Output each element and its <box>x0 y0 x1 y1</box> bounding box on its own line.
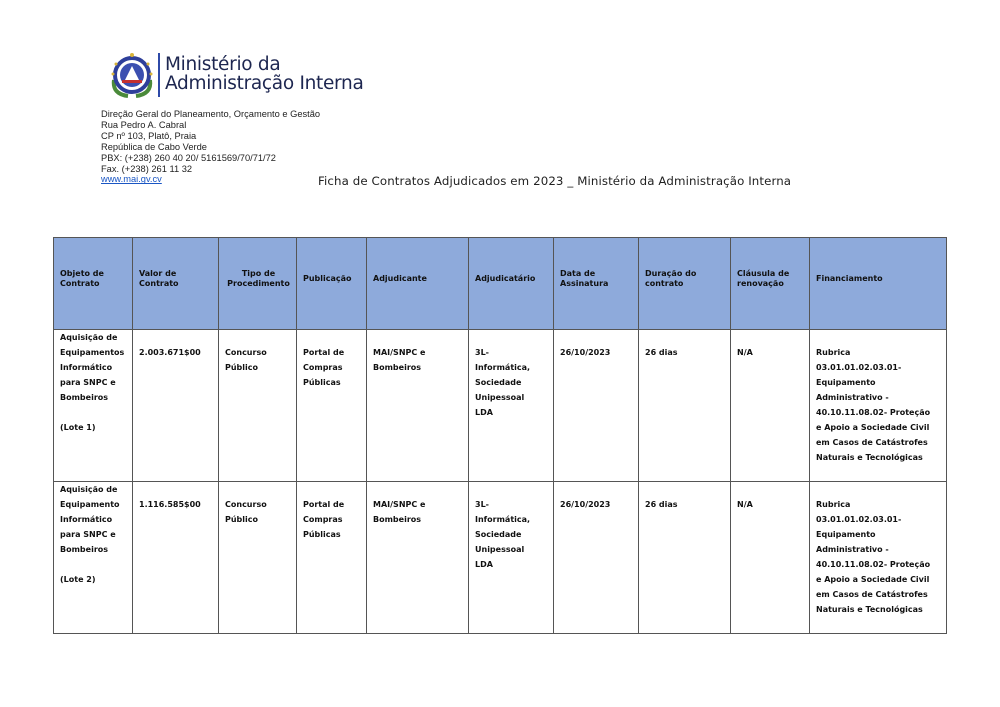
cell-text: Administrativo - <box>816 545 889 554</box>
cell-adjudicatario <box>469 482 554 634</box>
cell-text: 03.01.01.02.03.01- <box>816 363 902 372</box>
cell-text: para SNPC e <box>60 378 116 387</box>
header-duracao <box>639 238 731 330</box>
cell-text: 3L- <box>475 500 489 509</box>
cell-text: Equipamento <box>816 378 876 387</box>
header-text: Cláusula de <box>737 268 790 278</box>
address-line: PBX: (+238) 260 40 20/ 5161569/70/71/72 <box>101 152 276 163</box>
cell-text: 26/10/2023 <box>560 348 611 357</box>
cell-text: Bombeiros <box>60 393 109 402</box>
cell-text: Bombeiros <box>373 363 422 372</box>
cell-text: 40.10.11.08.02- Proteção <box>816 408 931 417</box>
cell-text: Rubrica <box>816 500 851 509</box>
header-adjudicante <box>367 238 469 330</box>
cell-text: Bombeiros <box>60 545 109 554</box>
cell-adjudicante <box>367 330 469 482</box>
cell-text: (Lote 2) <box>60 575 96 584</box>
address-line: Fax. (+238) 261 11 32 <box>101 163 193 174</box>
header-text: Data de <box>560 268 596 278</box>
cell-objeto <box>54 482 133 634</box>
cell-text: Unipessoal <box>475 393 525 402</box>
header-publicacao <box>297 238 367 330</box>
cell-text: Públicas <box>303 530 341 539</box>
cell-text: Portal de <box>303 348 345 357</box>
cell-text: Públicas <box>303 378 341 387</box>
cell-text: para SNPC e <box>60 530 116 539</box>
cell-text: Aquisição de <box>60 333 118 342</box>
address-line: Rua Pedro A. Cabral <box>101 119 187 130</box>
ministry-seal-logo <box>108 50 156 100</box>
cell-text: 26 dias <box>645 348 678 357</box>
cell-duracao <box>639 330 731 482</box>
cell-text: Compras <box>303 363 343 372</box>
cell-data-assinatura <box>554 482 639 634</box>
cell-text: em Casos de Catástrofes <box>816 590 928 599</box>
header-valor <box>133 238 219 330</box>
cell-data-assinatura <box>554 330 639 482</box>
header-text: Procedimento <box>227 278 290 288</box>
cell-text: (Lote 1) <box>60 423 96 432</box>
cell-text: 26 dias <box>645 500 678 509</box>
cell-text: Equipamentos <box>60 348 125 357</box>
cell-text: MAI/SNPC e <box>373 348 426 357</box>
header-adjudicatario <box>469 238 554 330</box>
logo-line-1: Ministério da <box>165 54 281 75</box>
cell-publicacao <box>297 330 367 482</box>
header-text: Tipo de <box>241 268 276 278</box>
cell-text: Público <box>225 515 259 524</box>
cell-text: LDA <box>475 408 493 417</box>
header-text: Financiamento <box>816 273 883 283</box>
header-text: Valor de <box>139 268 177 278</box>
cell-text: Rubrica <box>816 348 851 357</box>
cell-duracao <box>639 482 731 634</box>
cell-text: Administrativo - <box>816 393 889 402</box>
header-financiamento <box>810 238 947 330</box>
cell-objeto <box>54 330 133 482</box>
cell-valor <box>133 482 219 634</box>
cell-text: 26/10/2023 <box>560 500 611 509</box>
cell-text: Sociedade <box>475 378 522 387</box>
cell-financiamento <box>810 482 947 634</box>
cell-text <box>60 405 128 420</box>
header-objeto <box>54 238 133 330</box>
header-text: Duração do <box>645 268 697 278</box>
header-text: Contrato <box>139 278 179 288</box>
cell-text: Compras <box>303 515 343 524</box>
cell-text: Equipamento <box>60 500 120 509</box>
cell-text: Unipessoal <box>475 545 525 554</box>
header-text: Adjudicante <box>373 273 427 283</box>
table-row <box>54 482 947 634</box>
contracts-table <box>53 237 947 634</box>
cell-text: 3L- <box>475 348 489 357</box>
cell-text: Público <box>225 363 259 372</box>
cell-text: Sociedade <box>475 530 522 539</box>
cell-text: 40.10.11.08.02- Proteção <box>816 560 931 569</box>
cell-valor <box>133 330 219 482</box>
cell-text: N/A <box>737 348 753 357</box>
cell-text: e Apoio a Sociedade Civil <box>816 423 930 432</box>
header-text: renovação <box>737 278 784 288</box>
cell-text: em Casos de Catástrofes <box>816 438 928 447</box>
address-line: CP nº 103, Platô, Praia <box>101 130 197 141</box>
header-text: Adjudicatário <box>475 273 536 283</box>
cell-text: 2.003.671$00 <box>139 348 201 357</box>
document-title: Ficha de Contratos Adjudicados em 2023 _ Ministério da Administração Interna <box>318 174 792 188</box>
cell-tipo <box>219 330 297 482</box>
cell-clausula <box>731 482 810 634</box>
header-data-assinatura <box>554 238 639 330</box>
address-line: Direção Geral do Planeamento, Orçamento e Gestão <box>101 109 321 119</box>
cell-text: LDA <box>475 560 493 569</box>
ministry-logo-text <box>165 55 364 93</box>
cell-text: Portal de <box>303 500 345 509</box>
cell-text: Informática, <box>475 515 531 524</box>
logo-divider <box>158 53 160 97</box>
header-text: Publicação <box>303 273 352 283</box>
logo-line-2: Administração Interna <box>165 73 364 94</box>
cell-text: MAI/SNPC e <box>373 500 426 509</box>
cell-adjudicatario <box>469 330 554 482</box>
address-line: República de Cabo Verde <box>101 141 207 152</box>
cell-text: 03.01.01.02.03.01- <box>816 515 902 524</box>
header-text: Objeto de <box>60 268 104 278</box>
cell-adjudicante <box>367 482 469 634</box>
website-link[interactable]: www.mai.gv.cv <box>101 174 162 185</box>
cell-text: Bombeiros <box>373 515 422 524</box>
cell-text: e Apoio a Sociedade Civil <box>816 575 930 584</box>
cell-text: Concurso <box>225 348 267 357</box>
header-text: contrato <box>645 278 684 288</box>
cell-text: Naturais e Tecnológicas <box>816 453 923 462</box>
table-row <box>54 330 947 482</box>
cell-text: Naturais e Tecnológicas <box>816 605 923 614</box>
cell-text: N/A <box>737 500 753 509</box>
header-text: Assinatura <box>560 278 609 288</box>
cell-clausula <box>731 330 810 482</box>
cell-text: Informática, <box>475 363 531 372</box>
header-tipo <box>219 238 297 330</box>
cell-text: Informático <box>60 515 113 524</box>
cell-text: 1.116.585$00 <box>139 500 201 509</box>
cell-text: Concurso <box>225 500 267 509</box>
header-clausula <box>731 238 810 330</box>
cell-text: Aquisição de <box>60 485 118 494</box>
header-text: Contrato <box>60 278 100 288</box>
cell-tipo <box>219 482 297 634</box>
address-block <box>101 109 320 185</box>
cell-publicacao <box>297 482 367 634</box>
cell-financiamento <box>810 330 947 482</box>
cell-text <box>60 557 128 572</box>
table-header-row <box>54 238 947 330</box>
cell-text: Equipamento <box>816 530 876 539</box>
cell-text: Informático <box>60 363 113 372</box>
